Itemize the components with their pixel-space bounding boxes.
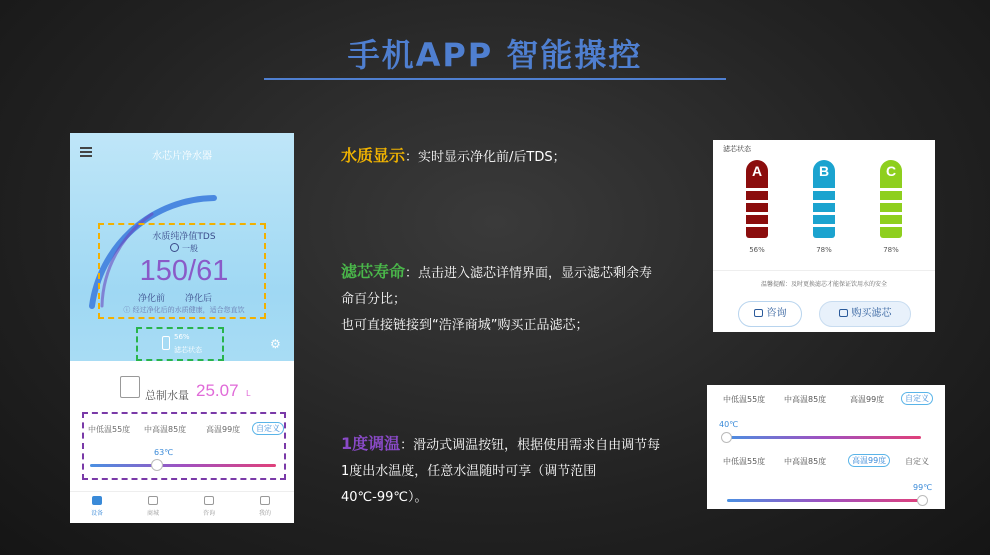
filter-card-title: 滤芯状态	[723, 145, 751, 153]
filter-status-card	[713, 140, 935, 332]
temp-option-mid[interactable]: 中高温85度	[144, 425, 187, 434]
phone-header	[70, 133, 294, 361]
tds-level: 一般	[100, 243, 268, 254]
temp-option-custom[interactable]: 自定义	[252, 422, 284, 435]
tds-tip: ⓘ 经过净化后的水质健康，适合您直饮	[123, 306, 245, 314]
filter-tube-c[interactable]: C	[880, 160, 902, 238]
chat-icon	[204, 496, 214, 505]
feature-filter-life	[341, 259, 661, 339]
temp-option-mid[interactable]: 中高温85度	[784, 457, 827, 466]
filter-tube-b[interactable]: B	[813, 160, 835, 238]
divider	[713, 270, 935, 271]
tab-shop[interactable]: 商城	[138, 496, 168, 517]
filter-percent: 56%	[174, 333, 190, 341]
tab-mine[interactable]: 我的	[250, 496, 280, 517]
temp-value: 63℃	[154, 448, 174, 457]
device-icon	[92, 496, 102, 505]
filter-a-percent: 56%	[749, 246, 765, 254]
filter-card-tip: 温馨提醒：及时更换滤芯才能保证饮用水的安全	[760, 281, 887, 288]
tds-labels: 净化前 净化后	[138, 294, 213, 304]
feature-temperature	[341, 431, 661, 511]
feature-filter-text: ：点击进入滤芯详情界面，显示滤芯剩余寿命百分比；	[341, 266, 653, 307]
temp-option-low[interactable]: 中低温55度	[88, 425, 131, 434]
temp-option-custom[interactable]: 自定义	[905, 457, 929, 466]
feature-water-text: ：实时显示净化前/后TDS；	[405, 150, 566, 165]
filter-tube-a[interactable]: A	[746, 160, 768, 238]
slide-title: 手机APP 智能操控	[347, 36, 643, 74]
user-icon	[260, 496, 270, 505]
title-underline	[264, 78, 726, 80]
filter-label: 滤芯状态	[174, 346, 202, 354]
temp-option-mid[interactable]: 中高温85度	[784, 395, 827, 404]
buy-filter-button[interactable]: 购买滤芯	[819, 301, 911, 327]
temp-slider-thumb-1[interactable]	[721, 432, 732, 443]
tds-title: 水质纯净值TDS	[152, 232, 216, 242]
app-title: 水芯片净水器	[152, 151, 212, 162]
filter-icon	[162, 336, 170, 350]
temp-slider-track[interactable]	[90, 464, 276, 467]
filter-b-percent: 78%	[816, 246, 832, 254]
temperature-card	[707, 385, 945, 509]
consult-button[interactable]: 咨询	[738, 301, 802, 327]
feature-temp-head: 1度调温	[341, 434, 401, 453]
cart-icon	[839, 309, 848, 317]
feature-filter-head: 滤芯寿命	[341, 262, 406, 281]
temp-slider-thumb-2[interactable]	[917, 495, 928, 506]
temp-option-low[interactable]: 中低温55度	[723, 457, 766, 466]
tab-bar	[70, 491, 294, 523]
temp-option-custom[interactable]: 自定义	[901, 392, 933, 405]
temp-slider-thumb[interactable]	[151, 459, 163, 471]
shop-icon	[148, 496, 158, 505]
gear-icon[interactable]: ⚙	[270, 337, 281, 351]
temp-option-low[interactable]: 中低温55度	[723, 395, 766, 404]
water-volume-icon	[120, 376, 140, 398]
temp-slider-track-2[interactable]	[727, 499, 923, 502]
temp-option-high[interactable]: 高温99度	[848, 454, 890, 467]
total-water-value: 25.07	[196, 381, 239, 400]
tds-values: 150/61	[139, 255, 229, 287]
temp-slider-track-1[interactable]	[725, 436, 921, 439]
tab-device[interactable]: 设备	[82, 496, 112, 517]
feature-filter-text2: 也可直接链接到“浩泽商城”购买正品滤芯；	[341, 318, 589, 333]
temp-option-high[interactable]: 高温99度	[850, 395, 885, 404]
filter-c-percent: 78%	[883, 246, 899, 254]
tds-panel	[98, 223, 266, 319]
phone-screenshot	[70, 133, 294, 523]
total-water-label: 总制水量	[145, 389, 189, 402]
smile-icon	[170, 243, 179, 252]
feature-water-quality	[341, 143, 661, 171]
temp-value-max: 99℃	[913, 483, 933, 492]
feature-temp-text: ：滑动式调温按钮，根据使用需求自由调节每1度出水温度，任意水温随时可享（调节范围40℃-99℃）。	[341, 438, 661, 505]
temp-value-min: 40℃	[719, 420, 739, 429]
chat-icon	[754, 309, 763, 317]
temp-option-high[interactable]: 高温99度	[206, 425, 241, 434]
feature-water-head: 水质显示	[341, 146, 406, 165]
temperature-panel	[82, 412, 286, 480]
filter-status-button[interactable]	[136, 327, 224, 361]
total-water-unit: L	[246, 389, 251, 398]
tab-consult[interactable]: 咨询	[194, 496, 224, 517]
